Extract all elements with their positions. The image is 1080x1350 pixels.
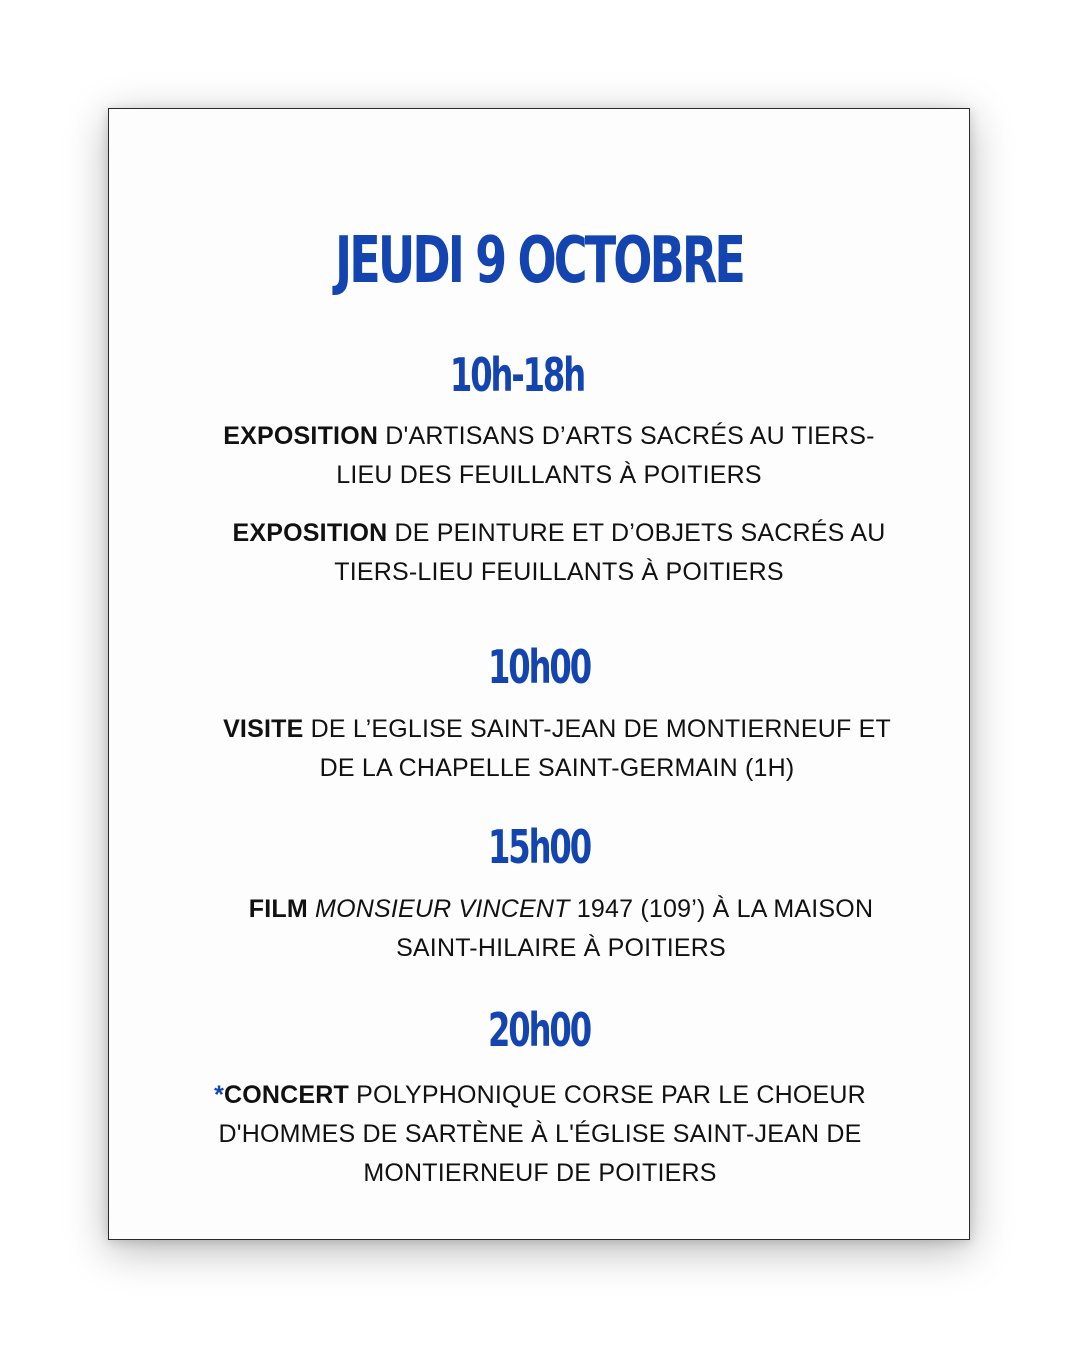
event-description-film	[221, 890, 901, 968]
event-type-label: FILM	[248, 895, 308, 923]
film-title: MONSIEUR VINCENT	[315, 895, 570, 923]
event-detail-text: D'ARTISANS D’ARTS SACRÉS AU TIERS-LIEU DES FEUILLANTS À POITIERS	[336, 422, 875, 489]
event-description-exposition-peinture	[221, 514, 897, 592]
time-heading-10h00: 10h00	[487, 640, 591, 694]
page-title: JEUDI 9 OCTOBRE	[334, 224, 744, 298]
event-description-exposition-artisans	[209, 417, 889, 495]
event-detail-text: POLYPHONIQUE CORSE PAR LE CHOEUR D'HOMMES DE SARTÈNE À L'ÉGLISE SAINT-JEAN DE MONTIERNEUF DE POITIERS	[218, 1081, 866, 1187]
time-heading-10h-18h: 10h-18h	[449, 348, 585, 402]
event-description-concert	[199, 1076, 881, 1193]
event-type-label: CONCERT	[224, 1081, 350, 1109]
event-description-visite	[205, 710, 909, 788]
event-detail-text: DE PEINTURE ET D’OBJETS SACRÉS AU TIERS-LIEU FEUILLANTS À POITIERS	[334, 519, 886, 586]
event-detail-text: 1947 (109’) À LA MAISON SAINT-HILAIRE À POITIERS	[396, 895, 874, 962]
event-type-label: EXPOSITION	[232, 519, 388, 547]
event-type-label: EXPOSITION	[223, 422, 379, 450]
event-detail-text: DE L’EGLISE SAINT-JEAN DE MONTIERNEUF ET DE LA CHAPELLE SAINT-GERMAIN (1H)	[303, 715, 891, 782]
program-card	[108, 108, 970, 1240]
time-heading-15h00: 15h00	[487, 820, 591, 874]
time-heading-20h00: 20h00	[487, 1003, 591, 1057]
event-type-label: VISITE	[223, 715, 304, 743]
footnote-asterisk: *	[214, 1081, 225, 1109]
